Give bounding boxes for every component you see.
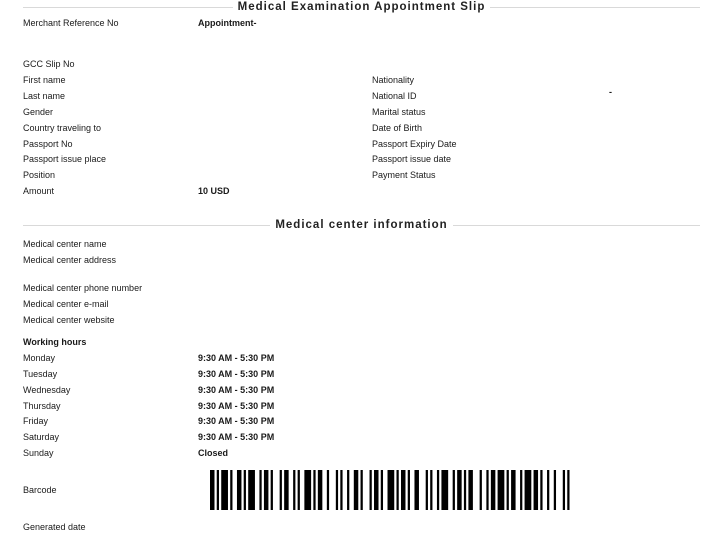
passport-no-label: Passport No xyxy=(23,139,73,149)
barcode-bar xyxy=(464,470,466,510)
barcode-bar xyxy=(217,470,219,510)
barcode-bar xyxy=(520,470,522,510)
hours-time: 9:30 AM - 5:30 PM xyxy=(198,369,275,379)
header-rule-right xyxy=(453,225,700,226)
passport-expiry-label: Passport Expiry Date xyxy=(372,139,457,149)
barcode-bar xyxy=(563,470,565,510)
barcode-bar xyxy=(374,470,378,510)
slip-title: Medical Examination Appointment Slip xyxy=(237,1,486,13)
barcode-bar xyxy=(408,470,410,510)
barcode-bar xyxy=(244,470,246,510)
barcode-bar xyxy=(370,470,372,510)
header-rule-right xyxy=(490,7,700,8)
barcode-bar xyxy=(340,470,342,510)
barcode-bar xyxy=(313,470,315,510)
barcode-bar xyxy=(554,470,556,510)
barcode-bar xyxy=(540,470,542,510)
header-rule-left xyxy=(23,225,270,226)
national-id-value: - xyxy=(609,87,612,97)
barcode-bar xyxy=(547,470,549,510)
amount-label: Amount xyxy=(23,186,55,196)
country-label: Country traveling to xyxy=(23,123,102,133)
position-label: Position xyxy=(23,170,56,180)
center-phone-label: Medical center phone number xyxy=(23,283,143,293)
passport-place-label: Passport issue place xyxy=(23,154,107,164)
hours-day: Friday xyxy=(23,416,49,426)
hours-time: 9:30 AM - 5:30 PM xyxy=(198,416,275,426)
generated-date-label: Generated date xyxy=(23,522,86,532)
barcode-bar xyxy=(293,470,295,510)
barcode-bar xyxy=(491,470,495,510)
barcode-bar xyxy=(361,470,363,510)
header-rule-left xyxy=(23,7,233,8)
barcode-bar xyxy=(534,470,538,510)
hours-time: 9:30 AM - 5:30 PM xyxy=(198,385,275,395)
marital-status-label: Marital status xyxy=(372,107,426,117)
center-name-label: Medical center name xyxy=(23,239,107,249)
barcode-bar xyxy=(354,470,358,510)
working-hours-heading: Working hours xyxy=(23,337,87,347)
barcode-bar xyxy=(259,470,261,510)
hours-time: 9:30 AM - 5:30 PM xyxy=(198,401,275,411)
barcode-bar xyxy=(430,470,432,510)
barcode-bar xyxy=(511,470,515,510)
center-address-label: Medical center address xyxy=(23,255,117,265)
barcode-bar xyxy=(396,470,398,510)
barcode-bar xyxy=(280,470,282,510)
barcode-bar xyxy=(453,470,455,510)
gender-label: Gender xyxy=(23,107,54,117)
barcode-bar xyxy=(388,470,395,510)
barcode-bar xyxy=(426,470,428,510)
barcode-bar xyxy=(221,470,228,510)
merchant-ref-label: Merchant Reference No xyxy=(23,18,119,28)
merchant-ref-value: Appointment- xyxy=(198,18,257,28)
dob-label: Date of Birth xyxy=(372,123,423,133)
hours-day: Sunday xyxy=(23,448,54,458)
barcode-bar xyxy=(237,470,241,510)
center-email-label: Medical center e-mail xyxy=(23,299,109,309)
barcode-bar xyxy=(468,470,472,510)
barcode-bar xyxy=(457,470,461,510)
barcode-bar xyxy=(271,470,273,510)
barcode-bar xyxy=(230,470,232,510)
barcode-bar xyxy=(507,470,509,510)
barcode-bar xyxy=(441,470,448,510)
hours-day: Wednesday xyxy=(23,385,71,395)
barcode-bar xyxy=(480,470,482,510)
hours-day: Thursday xyxy=(23,401,61,411)
hours-time: 9:30 AM - 5:30 PM xyxy=(198,432,275,442)
barcode-bar xyxy=(347,470,349,510)
barcode-bar xyxy=(486,470,488,510)
hours-time: Closed xyxy=(198,448,229,458)
last-name-label: Last name xyxy=(23,91,66,101)
barcode-bar xyxy=(318,470,322,510)
national-id-label: National ID xyxy=(372,91,417,101)
barcode-bar xyxy=(525,470,532,510)
barcode-bar xyxy=(248,470,255,510)
barcode-bar xyxy=(498,470,505,510)
barcode-bar xyxy=(284,470,288,510)
barcode-bar xyxy=(567,470,569,510)
barcode-bar xyxy=(401,470,405,510)
hours-day: Tuesday xyxy=(23,369,58,379)
hours-day: Saturday xyxy=(23,432,60,442)
payment-status-label: Payment Status xyxy=(372,170,436,180)
passport-issue-date-label: Passport issue date xyxy=(372,154,452,164)
barcode-bar xyxy=(414,470,418,510)
hours-time: 9:30 AM - 5:30 PM xyxy=(198,353,275,363)
barcode-label: Barcode xyxy=(23,485,57,495)
barcode-bar xyxy=(327,470,329,510)
center-website-label: Medical center website xyxy=(23,315,115,325)
barcode-bar xyxy=(437,470,439,510)
barcode-bar xyxy=(304,470,311,510)
barcode-image xyxy=(210,470,574,510)
gcc-slip-label: GCC Slip No xyxy=(23,59,75,69)
barcode-bar xyxy=(381,470,383,510)
nationality-label: Nationality xyxy=(372,75,415,85)
first-name-label: First name xyxy=(23,75,66,85)
barcode-bar xyxy=(336,470,338,510)
barcode-bar xyxy=(264,470,268,510)
slip-section-header xyxy=(23,0,700,14)
hours-day: Monday xyxy=(23,353,56,363)
center-title: Medical center information xyxy=(275,219,448,231)
barcode-bar xyxy=(210,470,214,510)
amount-value: 10 USD xyxy=(198,186,230,196)
center-section-header xyxy=(23,218,700,232)
barcode-bar xyxy=(298,470,300,510)
